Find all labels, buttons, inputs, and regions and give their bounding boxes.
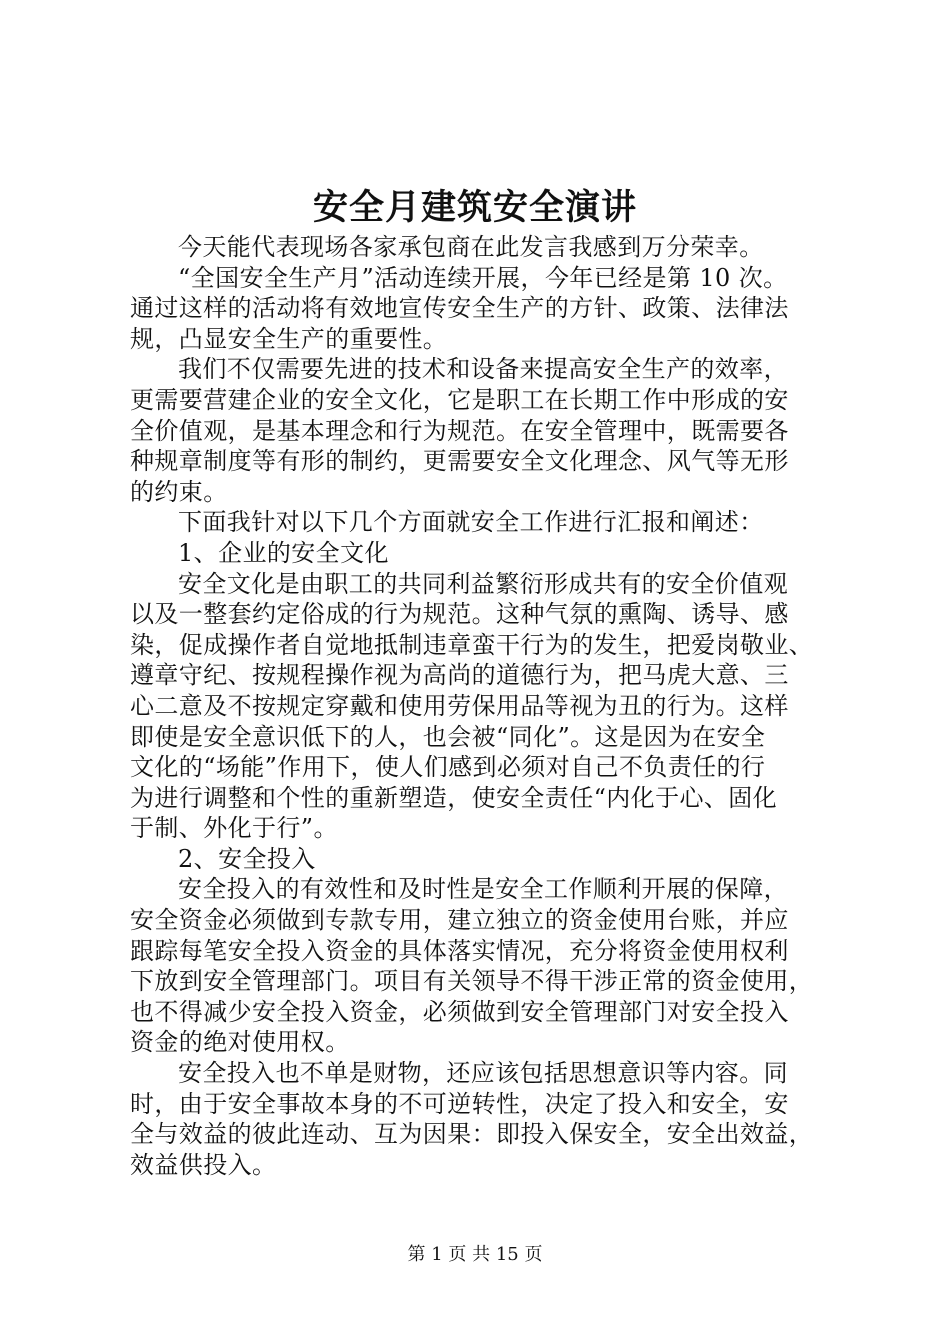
paragraph-line: 于制、外化于行”。 xyxy=(130,814,338,843)
paragraph-line: 更需要营建企业的安全文化，它是职工在长期工作中形成的安 xyxy=(130,385,789,414)
document-body xyxy=(130,232,830,1180)
paragraph-line: 安全文化是由职工的共同利益繁衍形成共有的安全价值观 xyxy=(178,569,788,598)
paragraph-line: 安全投入的有效性和及时性是安全工作顺利开展的保障， xyxy=(178,875,788,904)
paragraph-line: 下面我针对以下几个方面就安全工作进行汇报和阐述： xyxy=(178,508,764,537)
paragraph-line: 即使是安全意识低下的人，也会被“同化”。这是因为在安全 xyxy=(130,722,766,751)
page-footer: 第 1 页 共 15 页 xyxy=(407,1244,543,1265)
paragraph-line: 种规章制度等有形的制约，更需要安全文化理念、风气等无形 xyxy=(130,447,789,476)
paragraph-line: 效益供投入。 xyxy=(130,1150,277,1179)
paragraph-line: 今天能代表现场各家承包商在此发言我感到万分荣幸。 xyxy=(178,233,764,261)
paragraph-line: 通过这样的活动将有效地宣传安全生产的方针、政策、法律法 xyxy=(130,294,789,323)
paragraph-line: 2、安全投入 xyxy=(178,844,316,873)
paragraph-line: 我们不仅需要先进的技术和设备来提高安全生产的效率， xyxy=(178,355,788,384)
paragraph-line: 跟踪每笔安全投入资金的具体落实情况，充分将资金使用权利 xyxy=(130,936,789,965)
paragraph-line: 规，凸显安全生产的重要性。 xyxy=(130,324,448,353)
paragraph-line: “全国安全生产月”活动连续开展，今年已经是第 10 次。 xyxy=(178,263,788,292)
paragraph-line: 文化的“场能”作用下，使人们感到必须对自己不负责任的行 xyxy=(130,753,766,782)
paragraph-line: 安全投入也不单是财物，还应该包括思想意识等内容。同 xyxy=(178,1059,788,1088)
paragraph-line: 以及一整套约定俗成的行为规范。这种气氛的熏陶、诱导、感 xyxy=(130,600,789,629)
paragraph-line: 染，促成操作者自觉地抵制违章蛮干行为的发生，把爱岗敬业、 xyxy=(130,630,814,659)
paragraph-line: 下放到安全管理部门。项目有关领导不得干涉正常的资金使用， xyxy=(130,967,814,996)
paragraph-line: 也不得减少安全投入资金，必须做到安全管理部门对安全投入 xyxy=(130,997,789,1026)
paragraph-line: 安全资金必须做到专款专用，建立独立的资金使用台账，并应 xyxy=(130,906,789,935)
paragraph-line: 的约束。 xyxy=(130,477,228,506)
paragraph-line: 全与效益的彼此连动、互为因果：即投入保安全，安全出效益， xyxy=(130,1120,814,1149)
paragraph-line: 1、企业的安全文化 xyxy=(178,538,389,567)
paragraph-line: 资金的绝对使用权。 xyxy=(130,1028,350,1057)
paragraph-line: 为进行调整和个性的重新塑造，使安全责任“内化于心、固化 xyxy=(130,783,778,812)
paragraph-line: 心二意及不按规定穿戴和使用劳保用品等视为丑的行为。这样 xyxy=(130,691,789,720)
document-title: 安全月建筑安全演讲 xyxy=(312,188,637,228)
paragraph-line: 遵章守纪、按规程操作视为高尚的道德行为，把马虎大意、三 xyxy=(130,661,789,690)
paragraph-line: 全价值观，是基本理念和行为规范。在安全管理中，既需要各 xyxy=(130,416,789,445)
paragraph-line: 时，由于安全事故本身的不可逆转性，决定了投入和安全，安 xyxy=(130,1089,789,1118)
